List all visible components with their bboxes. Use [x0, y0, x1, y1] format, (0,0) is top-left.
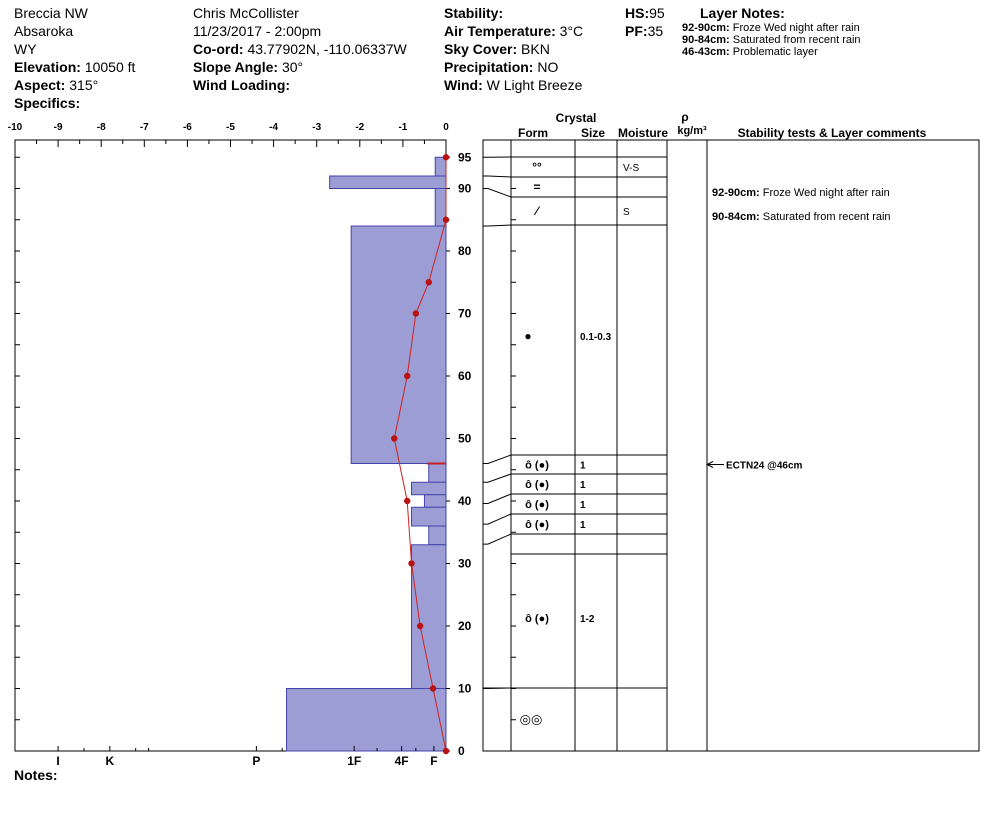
layer-note: 90-84cm: Saturated from recent rain	[682, 34, 861, 46]
depth-tick-label: 40	[458, 494, 472, 508]
temperature-point	[443, 217, 449, 223]
layer-moisture: V-S	[623, 163, 640, 174]
sky-cover: Sky Cover: BKN	[444, 41, 550, 57]
layer-form: ●	[524, 329, 532, 343]
layer-form: =	[533, 180, 541, 194]
size-header: Size	[580, 126, 606, 140]
temperature-point	[443, 154, 449, 160]
hardness-label: K	[105, 754, 115, 768]
layer-form: ô (●)	[525, 519, 549, 531]
coordinates: Co-ord: 43.77902N, -110.06337W	[193, 41, 407, 57]
depth-tick-label: 60	[458, 369, 472, 383]
depth-tick-label: 80	[458, 244, 472, 258]
hardness-bar	[412, 482, 446, 495]
layer-comment: 90-84cm: Saturated from recent rain	[712, 211, 891, 223]
layer-form: °°	[532, 160, 542, 174]
temperature-point	[430, 685, 436, 691]
temp-tick-label: -3	[312, 122, 322, 133]
temperature-point	[413, 310, 419, 316]
depth-tick-label: 0	[458, 744, 465, 758]
hardness-bar	[429, 464, 446, 483]
hardness-bar	[330, 176, 446, 189]
snow-height: HS:95	[625, 5, 665, 21]
hardness-label: P	[252, 754, 261, 768]
temp-tick-label: -4	[269, 122, 279, 133]
layer-size: 1	[580, 460, 586, 472]
hardness-bar	[435, 157, 446, 176]
layer-form: ô (●)	[525, 613, 549, 625]
table-frame	[483, 140, 979, 751]
aspect: Aspect: 315°	[14, 77, 99, 93]
temp-tick-label: -9	[53, 122, 63, 133]
temp-tick-label: -2	[355, 122, 365, 133]
mountain-range: Absaroka	[14, 23, 74, 39]
temperature-point	[391, 435, 397, 441]
temp-tick-label: -6	[182, 122, 192, 133]
observation-datetime: 11/23/2017 - 2:00pm	[193, 23, 322, 39]
state: WY	[14, 41, 37, 57]
layer-form: ô (●)	[525, 499, 549, 511]
hardness-bar	[424, 495, 446, 508]
temp-tick-label: -5	[226, 122, 235, 133]
layer-size: 1	[580, 500, 586, 511]
layer-size: 1-2	[580, 614, 595, 625]
layer-comment: 92-90cm: Froze Wed night after rain	[712, 187, 890, 199]
stability-test-result: ECTN24 @46cm	[726, 460, 803, 472]
layer-form: ◎◎	[519, 711, 543, 727]
temperature-point	[404, 498, 410, 504]
penetration-foot: PF:35	[625, 23, 664, 39]
temp-tick-label: -8	[96, 122, 106, 133]
layer-note: 46-43cm: Problematic layer	[682, 46, 818, 58]
temp-tick-label: -7	[139, 122, 149, 133]
temp-tick-label: -1	[398, 122, 408, 133]
layer-size: 1	[580, 520, 586, 531]
moisture-header: Moisture	[617, 126, 669, 140]
hardness-bar	[351, 226, 446, 464]
depth-tick-label: 70	[458, 306, 472, 321]
layer-form: ô (●)	[525, 479, 549, 491]
site-name: Breccia NW	[14, 5, 88, 21]
depth-tick-label: 90	[458, 181, 472, 196]
density-unit: kg/m³	[677, 125, 707, 137]
wind: Wind: W Light Breeze	[444, 77, 583, 93]
form-header: Form	[518, 126, 548, 140]
layer-notes-title: Layer Notes:	[700, 5, 785, 21]
temperature-point	[443, 748, 449, 754]
temperature-point	[426, 279, 432, 285]
specifics: Specifics:	[14, 95, 81, 111]
density-symbol: ρ	[681, 110, 689, 124]
temperature-point	[404, 373, 410, 379]
hardness-bar	[287, 689, 446, 752]
precipitation: Precipitation: NO	[444, 59, 559, 75]
layer-form: ô (●)	[525, 459, 549, 472]
observer-name: Chris McCollister	[193, 5, 299, 21]
hardness-label: F	[430, 754, 438, 768]
crystal-header: Crystal	[555, 111, 597, 125]
air-temperature: Air Temperature: 3°C	[444, 23, 584, 39]
hardness-label: 1F	[347, 754, 362, 768]
temp-tick-label: -10	[7, 122, 23, 133]
wind-loading: Wind Loading:	[193, 77, 291, 93]
elevation: Elevation: 10050 ft	[14, 59, 136, 75]
temp-tick-label: 0	[443, 122, 449, 133]
hardness-label: 4F	[394, 754, 409, 768]
depth-tick-label: 20	[458, 619, 472, 633]
temperature-point	[408, 560, 414, 566]
layer-size: 1	[580, 480, 586, 491]
stability: Stability:	[444, 5, 504, 21]
comments-header: Stability tests & Layer comments	[737, 126, 927, 140]
depth-tick-label: 30	[458, 556, 472, 571]
hardness-bar	[429, 526, 446, 545]
depth-tick-label: 95	[458, 150, 472, 165]
hardness-bar	[412, 507, 446, 526]
layer-form: ⁄	[535, 204, 539, 218]
slope-angle: Slope Angle: 30°	[193, 59, 304, 75]
depth-tick-label: 10	[458, 681, 472, 696]
layer-moisture: S	[623, 207, 630, 218]
temperature-point	[417, 623, 423, 629]
layer-size: 0.1-0.3	[580, 332, 612, 343]
depth-tick-label: 50	[458, 431, 472, 446]
hardness-label: I	[56, 754, 60, 768]
notes-label: Notes:	[14, 767, 58, 783]
layer-note: 92-90cm: Froze Wed night after rain	[682, 22, 860, 34]
